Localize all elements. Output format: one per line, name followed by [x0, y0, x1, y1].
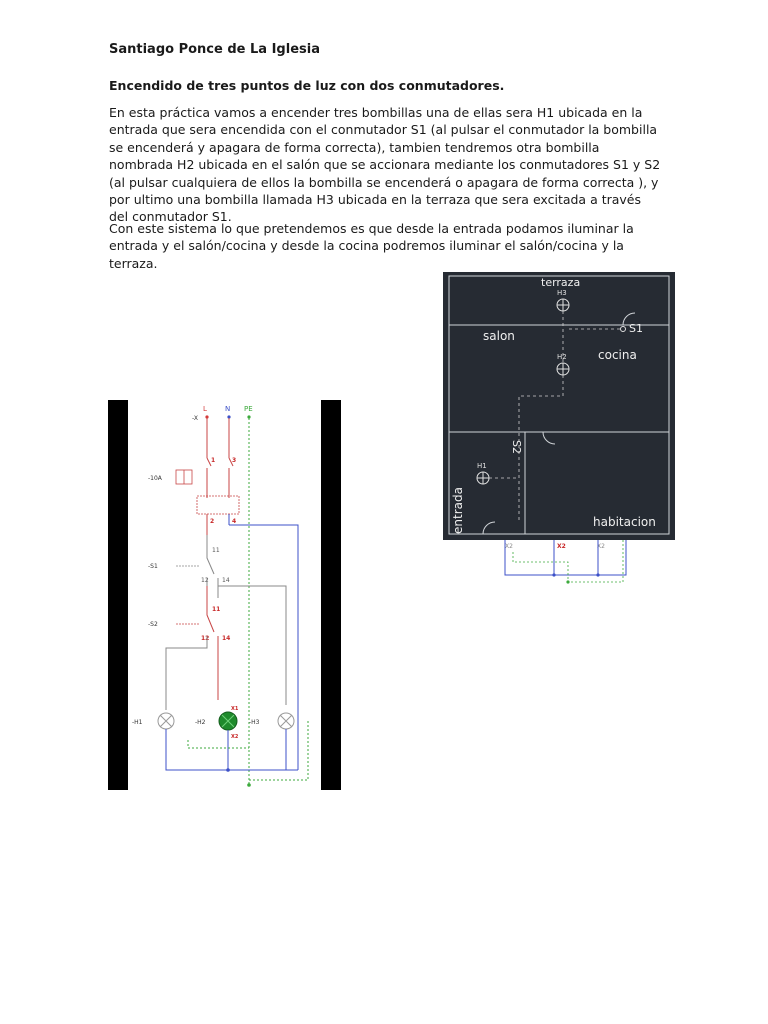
switch2-pin-11: 11 [212, 606, 221, 613]
terminal-n: N [225, 405, 231, 413]
switch1-pin-11: 11 [212, 547, 220, 554]
room-salon: salon [483, 329, 515, 343]
room-cocina: cocina [598, 348, 637, 362]
lamp-h2: H2 [557, 353, 567, 361]
supply-label: -X [192, 415, 198, 422]
paragraph-intro: En esta práctica vamos a encender tres bombillas una de ellas sera H1 ubicada en la entrada que sera encendida con el conmutador S1 (al pulsar el conmutador la bombilla se encenderá y apagara de forma correcta), tambien tendremos otra bombilla nombrada H2 ubicada en el salón que se accionara mediante los conmutadores S1 y S2 (al pulsar cualquiera de ellos la bombilla se encenderá o apagara de forma correcta ), y por ultimo una bombilla llamada H3 ubicada en la terraza que sera excitada a través del conmutador S1. [109, 105, 661, 225]
switch-s1: S1 [629, 322, 643, 335]
lamp-h3-label: -H3 [249, 719, 260, 726]
room-habitacion: habitacion [593, 515, 656, 529]
lamp-pin-x1: X1 [231, 706, 239, 712]
switch1-pin-14: 14 [222, 577, 230, 584]
document-heading: Encendido de tres puntos de luz con dos conmutadores. [109, 78, 505, 93]
room-entrada: entrada [451, 487, 465, 534]
breaker-pin-2: 2 [210, 518, 215, 525]
room-terraza: terraza [541, 276, 581, 289]
switch2-pin-14: 14 [222, 635, 231, 642]
floor-plan-image [443, 272, 675, 584]
terminal-pe: PE [244, 405, 253, 413]
lamp-h1-label: -H1 [132, 719, 143, 726]
breaker-label: -10A [148, 475, 162, 482]
breaker-pin-1: 1 [211, 457, 216, 464]
switch-s2: S2 [510, 440, 523, 454]
breaker-pin-4: 4 [232, 518, 237, 525]
wiring-schematic-image [108, 400, 341, 790]
lamp-h2-label: -H2 [195, 719, 206, 726]
switch1-label: -S1 [148, 563, 158, 570]
breaker-pin-3: 3 [232, 457, 237, 464]
lamp-h3: H3 [557, 289, 567, 297]
pin-x2-right: X2 [597, 543, 605, 550]
switch2-label: -S2 [148, 621, 158, 628]
pin-x2-left: X2 [505, 543, 513, 550]
author-name: Santiago Ponce de La Iglesia [109, 42, 320, 57]
lamp-h1: H1 [477, 462, 487, 470]
paragraph-goal: Con este sistema lo que pretendemos es que desde la entrada podamos iluminar la entrada y el salón/cocina y desde la cocina podremos iluminar el salón/cocina y la terraza. [109, 221, 634, 271]
pin-x2-mid: X2 [557, 543, 566, 550]
terminal-l: L [203, 405, 207, 413]
lamp-pin-x2: X2 [231, 734, 239, 740]
switch1-pin-12: 12 [201, 577, 209, 584]
switch2-pin-12: 12 [201, 635, 210, 642]
